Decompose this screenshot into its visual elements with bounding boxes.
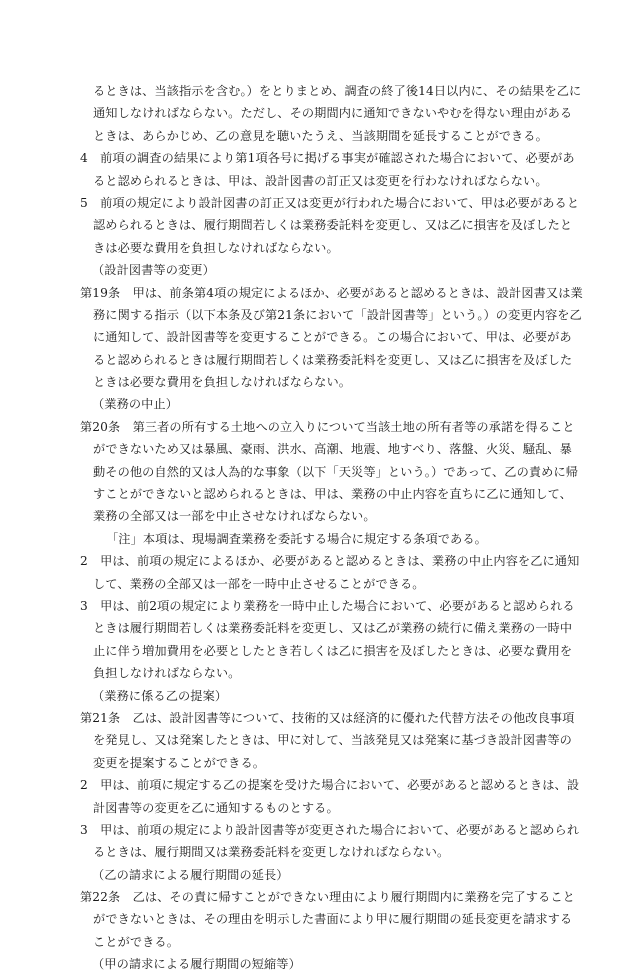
paragraph-2-first-line [0,774,630,796]
line-text: すことができないと認められるときは、甲は、業務の中止内容を直ちに乙に通知して、 [93,487,572,502]
heading-text: （甲の請求による履行期間の短縮等） [92,957,301,972]
text-line [0,662,630,684]
line-text: に通知して、設計図書等を変更することができる。この場合において、甲は、必要があ [93,330,572,345]
line-text: 2 甲は、前項に規定する乙の提案を受けた場合において、必要があると認めるときは、設 [80,778,580,793]
line-text: 3 甲は、前項の規定により設計図書等が変更された場合において、必要があると認められ [80,822,580,837]
line-text: 5 前項の規定により設計図書の訂正又は変更が行われた場合において、甲は必要があると [80,195,580,210]
line-text: 変更を提案することができる。 [93,755,266,770]
text-line [0,931,630,953]
article-heading [0,685,630,707]
line-text: ると認められるときは、甲は、設計図書の訂正又は変更を行わなければならない。 [93,173,548,188]
note-text: 「注」本項は、現場調査業務を委託する場合に規定する条項である。 [106,531,487,546]
text-line [0,438,630,460]
heading-text: （業務の中止） [92,397,179,412]
text-line [0,304,630,326]
text-line [0,214,630,236]
line-text: 2 甲は、前項の規定によるほか、必要があると認めるときは、業務の中止内容を乙に通知 [80,554,580,569]
paragraph-3-first-line [0,595,630,617]
article-heading [0,259,630,281]
line-text: 計図書等の変更を乙に通知するものとする。 [93,800,339,815]
line-text: ができないときは、その理由を明示した書面により甲に履行期間の延長変更を請求する [93,912,573,927]
line-text: 務に関する指示（以下本条及び第21条において「設計図書等」という。）の変更内容を乙 [93,307,582,322]
text-line [0,102,630,124]
line-text: 認められるときは、履行期間若しくは業務委託料を変更し、又は乙に損害を及ぼしたと [93,218,573,233]
text-line [0,573,630,595]
text-line [0,237,630,259]
line-text: を発見し、又は発案したときは、甲に対して、当該発見又は発案に基づき設計図書等の [93,733,572,748]
line-text: るときは、当該指示を含む。）をとりまとめ、調査の終了後14日以内に、その結果を乙に [93,84,582,98]
line-text: 第20条 第三者の所有する土地への立入りについて当該土地の所有者等の承諾を得ること [80,419,575,434]
text-line [0,326,630,348]
line-text: 止に伴う増加費用を必要としたとき若しくは乙に損害を及ぼしたときは、必要な費用を [93,643,573,658]
heading-text: （乙の請求による履行期間の延長） [92,867,289,882]
line-text: 第22条 乙は、その責に帰すことができない理由により履行期間内に業務を完了すること [80,890,575,905]
text-line [0,505,630,527]
article-19-first-line [0,282,630,304]
line-text: 業務の全部又は一部を中止させなければならない。 [93,509,376,524]
line-text: 通知しなければならない。ただし、その期間内に通知できないやむを得ない理由がある [93,106,573,121]
paragraph-3-first-line [0,819,630,841]
article-21-first-line [0,707,630,729]
line-text: るときは、履行期間又は業務委託料を変更しなければならない。 [93,845,450,860]
text-line [0,797,630,819]
text-line [0,80,630,102]
text-line [0,617,630,639]
line-text: ると認められるときは履行期間若しくは業務委託料を変更し、又は乙に損害を及ぼした [93,352,573,367]
heading-text: （業務に係る乙の提案） [92,688,228,703]
line-text: ができないため又は暴風、豪雨、洪水、高潮、地震、地すべり、落盤、火災、騒乱、暴 [93,442,572,457]
line-text: 負担しなければならない。 [93,666,241,681]
text-line [0,125,630,147]
text-line [0,349,630,371]
line-text: 4 前項の調査の結果により第1項各号に掲げる事実が確認された場合において、必要があ [80,151,575,166]
line-text: 第21条 乙は、設計図書等について、技術的又は経済的に優れた代替方法その他改良事項 [80,710,575,725]
line-text: ことができる。 [93,934,180,949]
heading-text: （設計図書等の変更） [92,263,215,278]
line-text: 3 甲は、前2項の規定により業務を一時中止した場合において、必要があると認められる [80,598,575,613]
line-text: ときは履行期間若しくは業務委託料を変更し、又は乙が業務の続行に備え業務の一時中 [93,621,573,636]
note-line [0,528,630,550]
paragraph-5-first-line [0,192,630,214]
text-line [0,170,630,192]
text-line [0,371,630,393]
text-line [0,729,630,751]
paragraph-4-first-line [0,147,630,169]
text-line [0,640,630,662]
document-page [0,80,630,976]
article-heading [0,864,630,886]
paragraph-2-first-line [0,550,630,572]
article-heading [0,953,630,975]
article-20-first-line [0,416,630,438]
text-line [0,908,630,930]
line-text: きは必要な費用を負担しなければならない。 [93,240,339,255]
line-text: ときは必要な費用を負担しなければならない。 [93,375,352,390]
text-line [0,461,630,483]
article-heading [0,393,630,415]
line-text: 第19条 甲は、前条第4項の規定によるほか、必要があると認めるときは、設計図書又は業 [80,285,583,300]
text-line [0,841,630,863]
article-22-first-line [0,886,630,908]
line-text: して、業務の全部又は一部を一時中止させることができる。 [93,576,425,591]
text-line [0,752,630,774]
line-text: 動その他の自然的又は人為的な事象（以下「天災等」という。）であって、乙の責めに帰 [93,464,579,479]
line-text: ときは、あらかじめ、乙の意見を聴いたうえ、当該期間を延長することができる。 [93,128,548,143]
text-line [0,483,630,505]
